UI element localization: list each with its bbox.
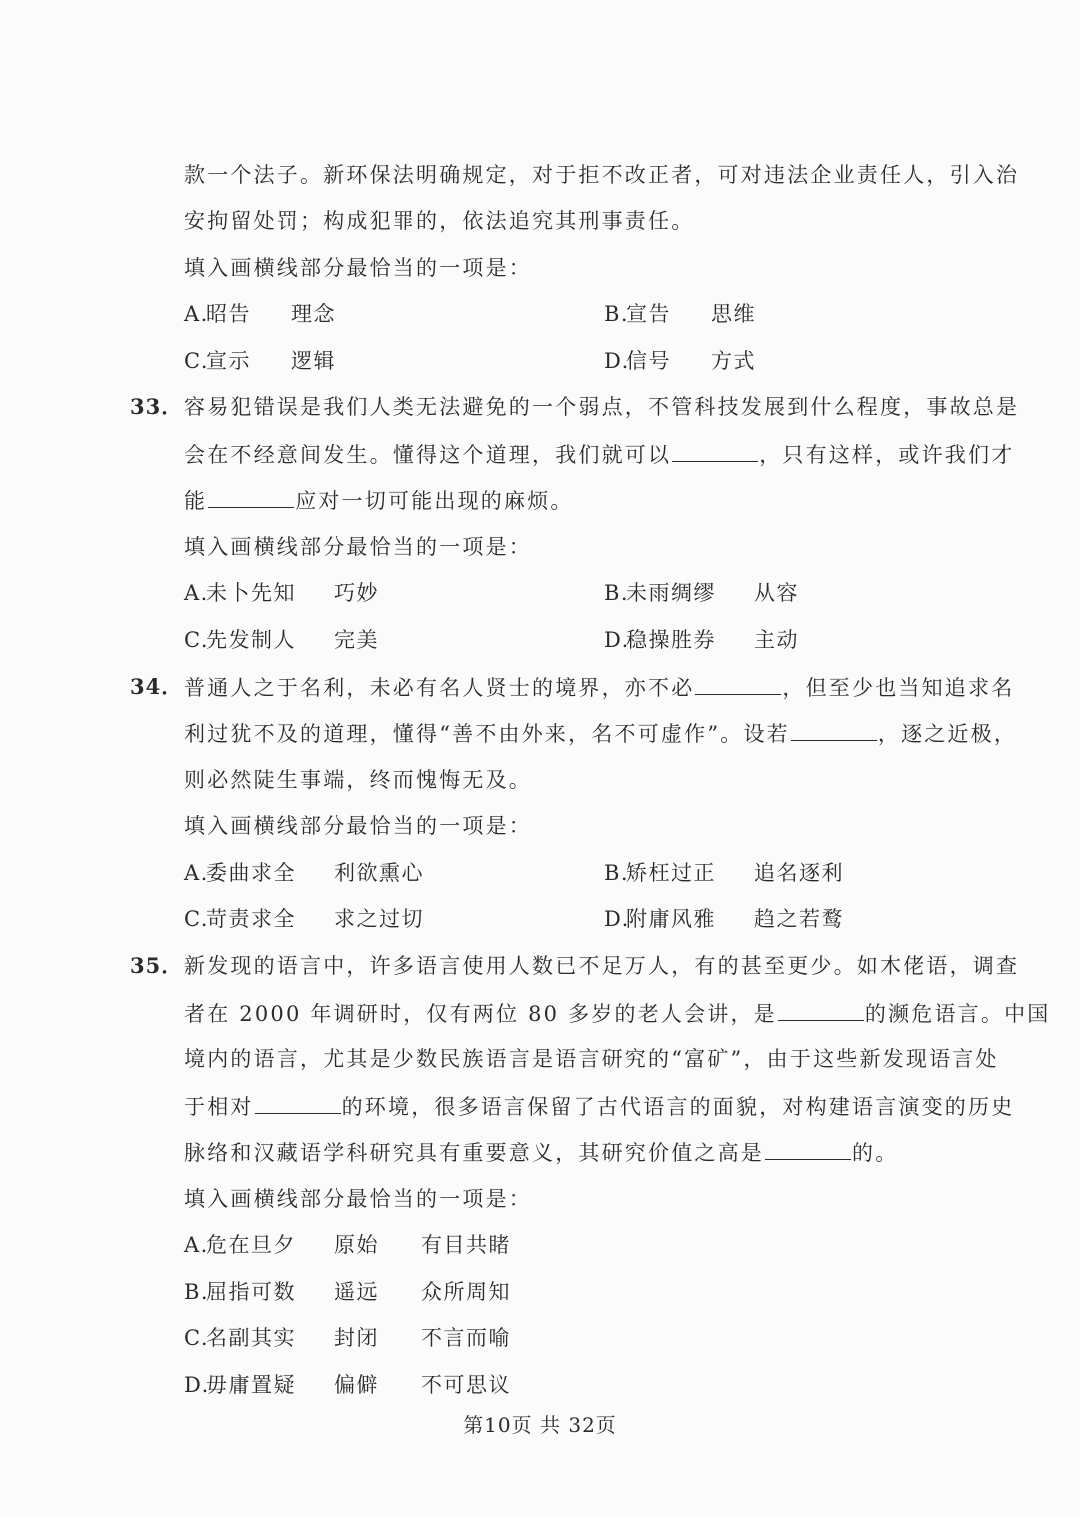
passage-line: 境内的语言，尤其是少数民族语言是语言研究的“富矿”，由于这些新发现语言处 bbox=[184, 1047, 999, 1071]
answer-blank bbox=[765, 1137, 851, 1160]
option-word: 未卜先知 bbox=[206, 581, 296, 605]
passage-line: 款一个法子。新环保法明确规定，对于拒不改正者，可对违法企业责任人，引入治 bbox=[184, 163, 1020, 187]
option-word: 有目共睹 bbox=[421, 1233, 511, 1257]
question-number: 35． bbox=[130, 953, 184, 978]
passage-line: 安拘留处罚；构成犯罪的，依法追究其刑事责任。 bbox=[184, 209, 695, 233]
option-letter: D. bbox=[604, 349, 630, 373]
option-word: 危在旦夕 bbox=[206, 1233, 296, 1257]
option-word: 趋之若鹜 bbox=[754, 907, 844, 931]
answer-blank bbox=[208, 485, 294, 508]
option-word: 方式 bbox=[711, 349, 756, 373]
option-word: 偏僻 bbox=[334, 1373, 379, 1397]
option-word: 巧妙 bbox=[334, 581, 379, 605]
option-letter: A. bbox=[184, 581, 209, 605]
passage-line: 利过犹不及的道理，懂得“善不由外来，名不可虚作”。设若 ，逐之近极， bbox=[184, 718, 1017, 748]
option-word: 原始 bbox=[334, 1233, 379, 1257]
option-letter: B. bbox=[604, 581, 630, 605]
question-number: 34． bbox=[130, 674, 184, 699]
option-letter: A. bbox=[184, 861, 209, 885]
passage-line: 普通人之于名利，未必有名人贤士的境界，亦不必 ，但至少也当知追求名 bbox=[184, 672, 1014, 702]
option-word: 委曲求全 bbox=[206, 861, 296, 885]
option-word: 矫枉过正 bbox=[626, 861, 716, 885]
passage-line: 于相对 的环境，很多语言保留了古代语言的面貌，对构建语言演变的历史 bbox=[184, 1091, 1014, 1121]
passage-line: 脉络和汉藏语学科研究具有重要意义，其研究价值之高是 的。 bbox=[184, 1137, 898, 1167]
option-letter: A. bbox=[184, 1233, 209, 1257]
option-word: 理念 bbox=[291, 302, 336, 326]
option-word: 追名逐利 bbox=[754, 861, 844, 885]
page-number-footer: 第10页 共 32页 bbox=[463, 1413, 617, 1437]
option-letter: D. bbox=[604, 628, 630, 652]
option-word: 求之过切 bbox=[334, 907, 424, 931]
option-word: 从容 bbox=[754, 581, 799, 605]
question-number: 33． bbox=[130, 394, 184, 419]
option-word: 信号 bbox=[626, 349, 671, 373]
option-word: 稳操胜券 bbox=[626, 628, 716, 652]
option-word: 先发制人 bbox=[206, 628, 296, 652]
option-word: 名副其实 bbox=[206, 1326, 296, 1350]
option-word: 不可思议 bbox=[421, 1373, 511, 1397]
question-prompt: 填入画横线部分最恰当的一项是： bbox=[184, 1187, 532, 1211]
answer-blank bbox=[672, 439, 758, 462]
option-letter: D. bbox=[604, 907, 630, 931]
option-word: 不言而喻 bbox=[421, 1326, 511, 1350]
option-word: 主动 bbox=[754, 628, 799, 652]
option-letter: C. bbox=[184, 628, 209, 652]
answer-blank bbox=[791, 718, 877, 741]
option-word: 苛责求全 bbox=[206, 907, 296, 931]
option-word: 遥远 bbox=[334, 1280, 379, 1304]
option-word: 封闭 bbox=[334, 1326, 379, 1350]
passage-line: 会在不经意间发生。懂得这个道理，我们就可以 ，只有这样，或许我们才 bbox=[184, 439, 1014, 469]
passage-line: 新发现的语言中，许多语言使用人数已不足万人，有的甚至更少。如木佬语，调查 bbox=[184, 954, 1020, 978]
option-word: 毋庸置疑 bbox=[206, 1373, 296, 1397]
option-word: 未雨绸缪 bbox=[626, 581, 716, 605]
option-word: 附庸风雅 bbox=[626, 907, 716, 931]
question-prompt: 填入画横线部分最恰当的一项是： bbox=[184, 535, 532, 559]
passage-line: 则必然陡生事端，终而愧悔无及。 bbox=[184, 768, 532, 792]
option-word: 利欲熏心 bbox=[334, 861, 424, 885]
option-letter: C. bbox=[184, 1326, 209, 1350]
option-letter: D. bbox=[184, 1373, 210, 1397]
option-letter: A. bbox=[184, 302, 209, 326]
option-letter: B. bbox=[184, 1280, 210, 1304]
passage-line: 者在 2000 年调研时，仅有两位 80 多岁的老人会讲，是 的濒危语言。中国 bbox=[184, 998, 1050, 1028]
option-word: 宣示 bbox=[206, 349, 251, 373]
option-letter: C. bbox=[184, 349, 209, 373]
question-prompt: 填入画横线部分最恰当的一项是： bbox=[184, 814, 532, 838]
option-word: 完美 bbox=[334, 628, 379, 652]
answer-blank bbox=[778, 998, 864, 1021]
option-letter: C. bbox=[184, 907, 209, 931]
option-letter: B. bbox=[604, 861, 630, 885]
passage-line: 能 应对一切可能出现的麻烦。 bbox=[184, 485, 574, 515]
answer-blank bbox=[695, 672, 781, 695]
option-word: 屈指可数 bbox=[206, 1280, 296, 1304]
question-prompt: 填入画横线部分最恰当的一项是： bbox=[184, 256, 532, 280]
passage-line: 容易犯错误是我们人类无法避免的一个弱点，不管科技发展到什么程度，事故总是 bbox=[184, 395, 1020, 419]
answer-blank bbox=[255, 1091, 341, 1114]
option-word: 众所周知 bbox=[421, 1280, 511, 1304]
option-word: 昭告 bbox=[206, 302, 251, 326]
option-word: 逻辑 bbox=[291, 349, 336, 373]
option-word: 宣告 bbox=[626, 302, 671, 326]
option-letter: B. bbox=[604, 302, 630, 326]
option-word: 思维 bbox=[711, 302, 756, 326]
